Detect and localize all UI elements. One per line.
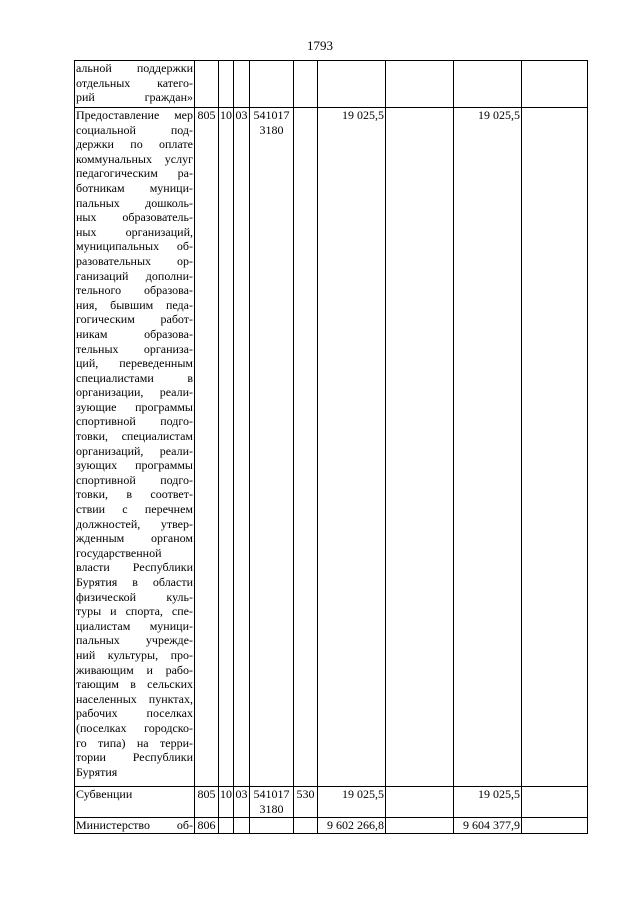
amount-cell (522, 818, 588, 834)
ministry-code: 805 (195, 787, 219, 818)
amount-cell (522, 787, 588, 818)
table-row (75, 108, 588, 787)
amount-cell (522, 108, 588, 787)
target-article-code (250, 61, 294, 108)
amount-cell (522, 61, 588, 108)
expense-type-code (294, 108, 318, 787)
subsection-code (234, 61, 250, 108)
amount-cell (386, 61, 454, 108)
row-description: альной поддержки отдельных катего- рий граждан» (75, 61, 195, 108)
ministry-code: 805 (195, 108, 219, 787)
amount-cell: 19 025,5 (454, 108, 522, 787)
amount-cell: 19 025,5 (318, 108, 386, 787)
amount-cell: 9 604 377,9 (454, 818, 522, 834)
row-description: Министерство об- (76, 818, 193, 832)
table-row (75, 61, 588, 108)
amount-cell: 9 602 266,8 (318, 818, 386, 834)
amount-cell: 19 025,5 (318, 787, 386, 818)
target-article-code: 541017 3180 (250, 108, 294, 787)
section-code (219, 818, 234, 834)
amount-cell (386, 787, 454, 818)
row-description: Предоставление мер социальной под- держки по оплате коммунальных услуг педагогическим ра- ботникам муници- пальных дошколь- ных образователь- ных организаций, муниципальных об- разовательных ор- ганизаций дополни- тельного образова- ния, бывшим педа- гогическим работ- никам образова- тельных организа- ций, переведенным специалистами в организации, реали- зующие программы спортивной подго- товки, специалистам организаций, реали- зующих программы спортивной подго- товки, в соответ- ствии с перечнем должностей, утвер- жденным органом государственной власти Республики Бурятия в области физической куль- туры и спорта, спе- циалистам муници- пальных учрежде- ний культуры, про- живающим и рабо- тающим в сельских населенных пунктах, рабочих поселках (поселках городско- го типа) на терри- тории Республики Бурятия (75, 108, 195, 787)
table-row (75, 818, 588, 834)
section-code: 10 (219, 108, 234, 787)
page-number: 1793 (307, 38, 333, 53)
budget-table (74, 60, 588, 834)
table-row (75, 787, 588, 818)
subsection-code: 03 (234, 108, 250, 787)
subsection-code: 03 (234, 787, 250, 818)
ministry-code (195, 61, 219, 108)
subsection-code (234, 818, 250, 834)
row-description: Субвенции (75, 787, 195, 818)
amount-cell: 19 025,5 (454, 787, 522, 818)
expense-type-code (294, 61, 318, 108)
expense-type-code (294, 818, 318, 834)
amount-cell (386, 108, 454, 787)
section-code (219, 61, 234, 108)
ministry-code: 806 (195, 818, 219, 834)
expense-type-code: 530 (294, 787, 318, 818)
target-article-code: 541017 3180 (250, 787, 294, 818)
amount-cell (386, 818, 454, 834)
amount-cell (454, 61, 522, 108)
target-article-code (250, 818, 294, 834)
section-code: 10 (219, 787, 234, 818)
amount-cell (318, 61, 386, 108)
